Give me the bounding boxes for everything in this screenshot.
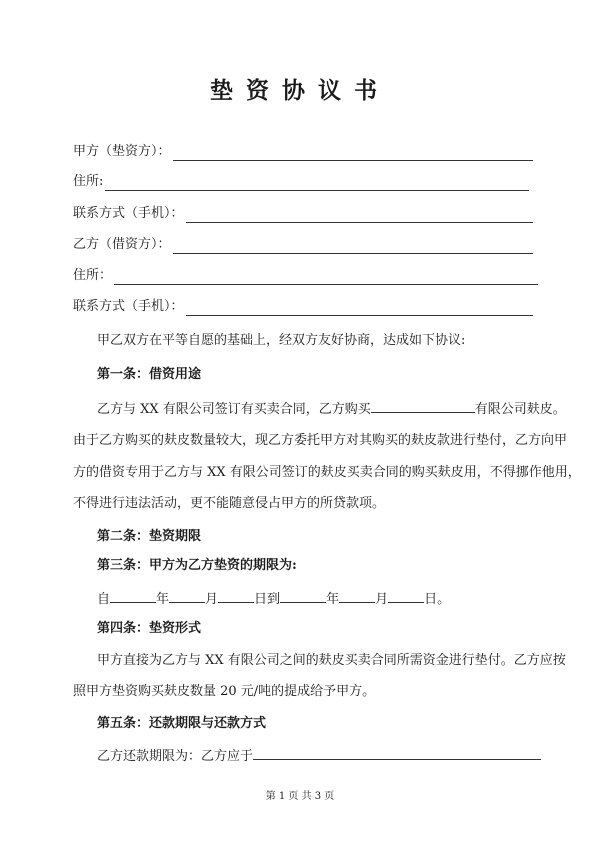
purchase-quantity-field[interactable]: [371, 399, 475, 413]
document-title: 垫资协议书: [210, 77, 390, 104]
period-from: 自: [97, 592, 111, 607]
period-day-to: 日到: [254, 592, 281, 607]
article-1-line-2: 由于乙方购买的麸皮数量较大，现乙方委托甲方对其购买的麸皮款进行垫付，乙方向甲: [73, 433, 568, 448]
contact-a-label: 联系方式（手机）：: [73, 206, 184, 221]
party-a-row: [73, 143, 533, 161]
address-b-field[interactable]: [114, 270, 538, 285]
party-b-row: [73, 236, 533, 254]
party-a-label: 甲方（垫资方）：: [73, 144, 171, 159]
article-4-heading: 第四条：垫资形式: [97, 621, 202, 636]
article-3-heading: 第三条：甲方为乙方垫资的期限为:: [97, 558, 297, 573]
period-line: [97, 589, 450, 609]
end-month-field[interactable]: [339, 589, 375, 603]
address-a-row: [73, 173, 529, 191]
period-day-end: 日。: [424, 592, 451, 607]
article-4-line-2: 照甲方垫资购买麸皮数量 20 元/吨的提成给予甲方。: [73, 684, 376, 699]
end-day-field[interactable]: [388, 589, 424, 603]
article-1-line-1-start: 乙方与 XX 有限公司签订有买卖合同，乙方购买: [97, 402, 371, 417]
article-1-line-1-end: 有限公司麸皮。: [474, 402, 566, 417]
article-1-line-1: [97, 399, 566, 419]
intro-paragraph: 甲乙双方在平等自愿的基础上，经双方友好协商，达成如下协议:: [97, 333, 466, 348]
article-1-heading: 第一条：借资用途: [97, 367, 202, 382]
start-month-field[interactable]: [169, 589, 205, 603]
period-month-1: 月: [205, 592, 219, 607]
article-1-line-4: 不得进行违法活动，更不能随意侵占甲方的所贷款项。: [73, 496, 386, 511]
page-number: 第 1 页 共 3 页: [265, 791, 335, 802]
article-5-line-1-text: 乙方还款期限为：乙方应于: [97, 749, 254, 764]
article-2-heading: 第二条：垫资期限: [97, 529, 202, 544]
period-month-2: 月: [375, 592, 389, 607]
period-year-2: 年: [326, 592, 340, 607]
start-day-field[interactable]: [218, 589, 254, 603]
address-b-row: [73, 267, 538, 285]
repayment-field[interactable]: [253, 746, 541, 760]
article-5-line-1: [97, 746, 541, 766]
period-year-1: 年: [156, 592, 170, 607]
article-4-line-1: 甲方直接为乙方与 XX 有限公司之间的麸皮买卖合同所需资金进行垫付。乙方应按: [97, 653, 566, 668]
contact-a-field[interactable]: [186, 208, 533, 223]
address-a-label: 住所:: [73, 174, 104, 189]
article-5-heading: 第五条：还款期限与还款方式: [97, 716, 267, 731]
address-a-field[interactable]: [105, 176, 529, 191]
contact-b-label: 联系方式（手机）：: [73, 299, 184, 314]
party-b-field[interactable]: [173, 239, 533, 254]
contact-a-row: [73, 205, 533, 223]
contact-b-field[interactable]: [186, 301, 533, 316]
start-year-field[interactable]: [110, 589, 156, 603]
party-a-field[interactable]: [173, 146, 533, 161]
article-1-line-3: 方的借资专用于乙方与 XX 有限公司签订的麸皮买卖合同的购买麸皮用，不得挪作他用，: [73, 465, 581, 480]
contact-b-row: [73, 298, 533, 316]
party-b-label: 乙方（借资方）：: [73, 237, 171, 252]
end-year-field[interactable]: [280, 589, 326, 603]
address-b-label: 住所：: [73, 268, 113, 283]
